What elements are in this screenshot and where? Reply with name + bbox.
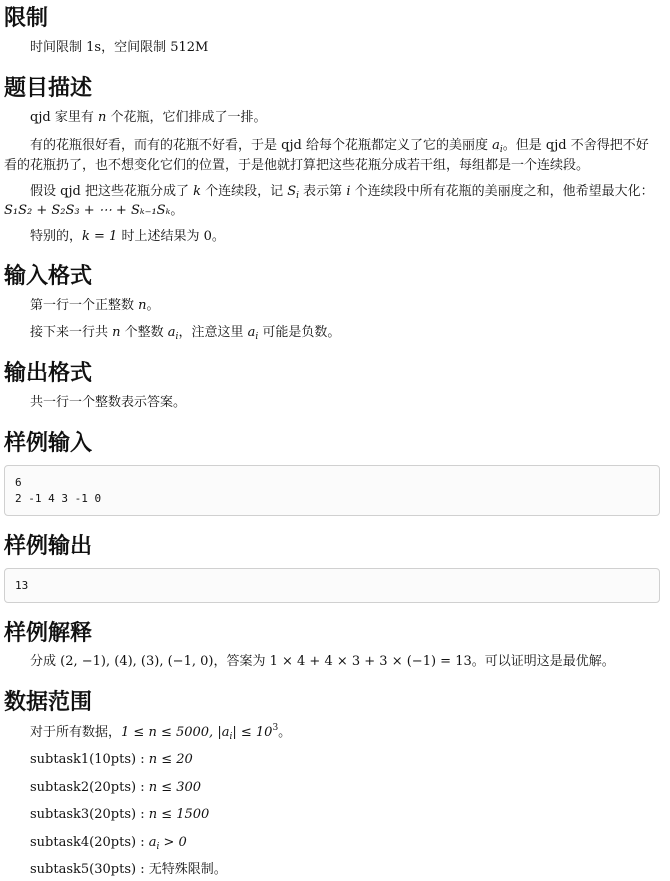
objective-formula: S₁S₂ + S₂S₃ + ⋯ + Sₖ₋₁Sₖ。 [4,203,184,218]
section-heading-sample-explanation: 样例解释 [4,621,93,646]
description-paragraph-4: 特别的，k = 1 时上述结果为 0。 [30,229,225,244]
sample-input-code: 6 2 -1 4 3 -1 0 [15,476,102,505]
section-heading-sample-output: 样例输出 [4,534,93,559]
sample-output-code: 13 [15,579,29,592]
section-heading-limits: 限制 [4,6,49,31]
data-range-all: 对于所有数据，1 ≤ n ≤ 5000, $|a_i| \le 10^3$。 [30,723,292,742]
section-heading-data-range: 数据范围 [4,690,93,715]
subtask-line: subtask1(10pts) : n ≤ 20 [30,752,193,767]
output-format-line-1: 共一行一个整数表示答案。 [30,395,187,410]
subtask-line: subtask2(20pts) : n ≤ 300 [30,780,202,795]
sample-output-codeblock[interactable] [4,568,660,603]
description-paragraph-2: 有的花瓶很好看，而有的花瓶不好看，于是 qjd 给每个花瓶都定义了它的美丽度 $a_i$。但是 qjd 不舍得把不好看的花瓶扔了，也不想变化它们的位置，于是他就打算把这些花瓶分成若干组，每组都是一个连续段。 [4,138,649,173]
sample-explanation-text: 分成 (2, −1), (4), (3), (−1, 0)，答案为 1 × 4 + 4 × 3 + 3 × (−1) = 13。可以证明这是最优解。 [30,654,615,669]
section-heading-sample-input: 样例输入 [4,431,93,456]
section-heading-input-format: 输入格式 [4,264,93,289]
subtask-line: subtask5(30pts) : 无特殊限制。 [30,862,227,877]
sample-input-codeblock[interactable] [4,465,660,516]
description-paragraph-3: 假设 qjd 把这些花瓶分成了 k 个连续段，记 $S_i$ 表示第 i 个连续段中所有花瓶的美丽度之和，他希望最大化： [30,184,654,201]
subtask-line: subtask3(20pts) : n ≤ 1500 [30,807,210,822]
subtask-line: subtask4(20pts) : $a_i > 0$ [30,835,187,852]
input-format-line-2: 接下来一行共 n 个整数 $a_i$，注意这里 $a_i$ 可能是负数。 [30,325,341,342]
limits-text: 时间限制 1s，空间限制 512M [30,40,209,55]
section-heading-output-format: 输出格式 [4,361,93,386]
description-paragraph-1: qjd 家里有 n 个花瓶，它们排成了一排。 [30,110,267,125]
input-format-line-1: 第一行一个正整数 n。 [30,298,160,313]
section-heading-description: 题目描述 [4,76,93,101]
